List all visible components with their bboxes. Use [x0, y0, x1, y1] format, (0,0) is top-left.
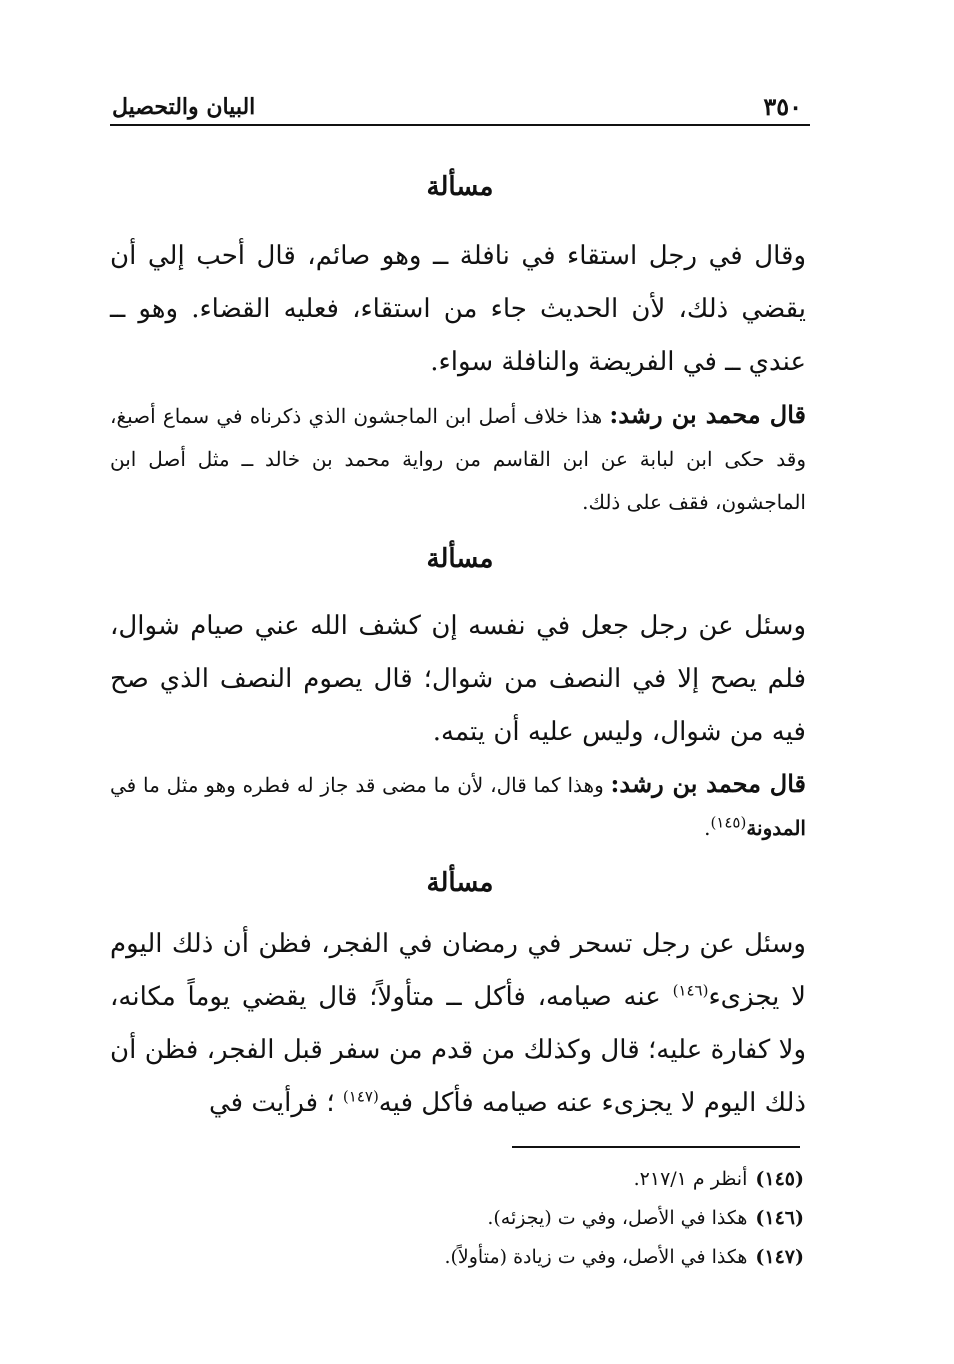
footnote-item — [110, 1199, 804, 1238]
footnote-ref[interactable]: (١٤٦) — [672, 981, 709, 1000]
footnotes-list — [110, 1160, 804, 1277]
section-body-text: ؛ فرأيت في — [208, 1088, 335, 1118]
commentary-text: وهذا كما قال، لأن ما مضى قد جاز له فطره وهو مثل ما في — [110, 773, 604, 797]
section-heading: مسألة — [426, 544, 494, 574]
commentary-paragraph — [110, 393, 806, 524]
footnote-ref[interactable]: (١٤٥) — [710, 813, 747, 832]
section-body-text: وقال في رجل استقاء في نافلة ــ وهو صائم، قال أحب إلي أن يقضي ذلك، لأن الحديث جاء من استقاء، فعليه القضاء. وهو ــ عندي ــ في الفريضة والنافلة سواء. — [110, 241, 807, 377]
running-title: البيان والتحصيل — [112, 94, 256, 120]
section-heading: مسألة — [426, 868, 494, 898]
cited-work: المدونة — [746, 816, 806, 840]
footnote-ref[interactable]: (١٤٧) — [342, 1087, 379, 1106]
footnote-divider — [512, 1146, 800, 1148]
footnote-item — [110, 1238, 804, 1277]
footnote-item — [110, 1160, 804, 1199]
footnote-number: (١٤٥) — [755, 1168, 804, 1190]
section-heading: مسألة — [426, 172, 494, 202]
commentary-paragraph — [110, 762, 806, 850]
footnote-text: هكذا في الأصل، وفي ت زيادة (متأولاً). — [444, 1246, 748, 1268]
footnote-text: هكذا في الأصل، وفي ت (يجزئه). — [487, 1207, 748, 1229]
section-body-text: عنه صيامه، فأكل ــ متأولاً؛ قال يقضي يوماً مكانه، ولا كفارة عليه؛ قال وكذلك من قدم من سفر قبل الفجر، فظن أن ذلك اليوم لا يجزىء عنه صيامه فأكل فيه — [110, 982, 806, 1118]
section-body-text: وسئل عن رجل جعل في نفسه إن كشف الله عني صيام شوال، فلم يصح إلا في النصف من شوال؛ قال يصوم النصف الذي صح فيه من شوال، وليس عليه أن يتمه. — [110, 611, 806, 747]
section-body — [110, 600, 806, 759]
section-body — [110, 230, 806, 389]
section-body-text: وسئل عن رجل تسحر في رمضان في الفجر، فظن أن ذلك اليوم لا يجزىء — [110, 929, 807, 1012]
section-body — [110, 918, 806, 1130]
page-header — [110, 92, 810, 126]
commentary-end: . — [704, 816, 711, 840]
footnote-number: (١٤٧) — [755, 1246, 804, 1268]
commentary-lead: قال محمد بن رشد: — [610, 769, 807, 798]
commentary-text: هذا خلاف أصل ابن الماجشون الذي ذكرناه في سماع أصبغ، وقد حكى ابن لبابة عن ابن القاسم من رواية محمد بن خالد ــ مثل أصل ابن الماجشون، فقف على ذلك. — [110, 404, 806, 514]
page-number: ٣٥٠ — [763, 92, 802, 121]
footnote-text: أنظر م ٢١٧/١. — [633, 1168, 748, 1190]
footnote-number: (١٤٦) — [755, 1207, 804, 1229]
commentary-lead: قال محمد بن رشد: — [609, 400, 806, 429]
